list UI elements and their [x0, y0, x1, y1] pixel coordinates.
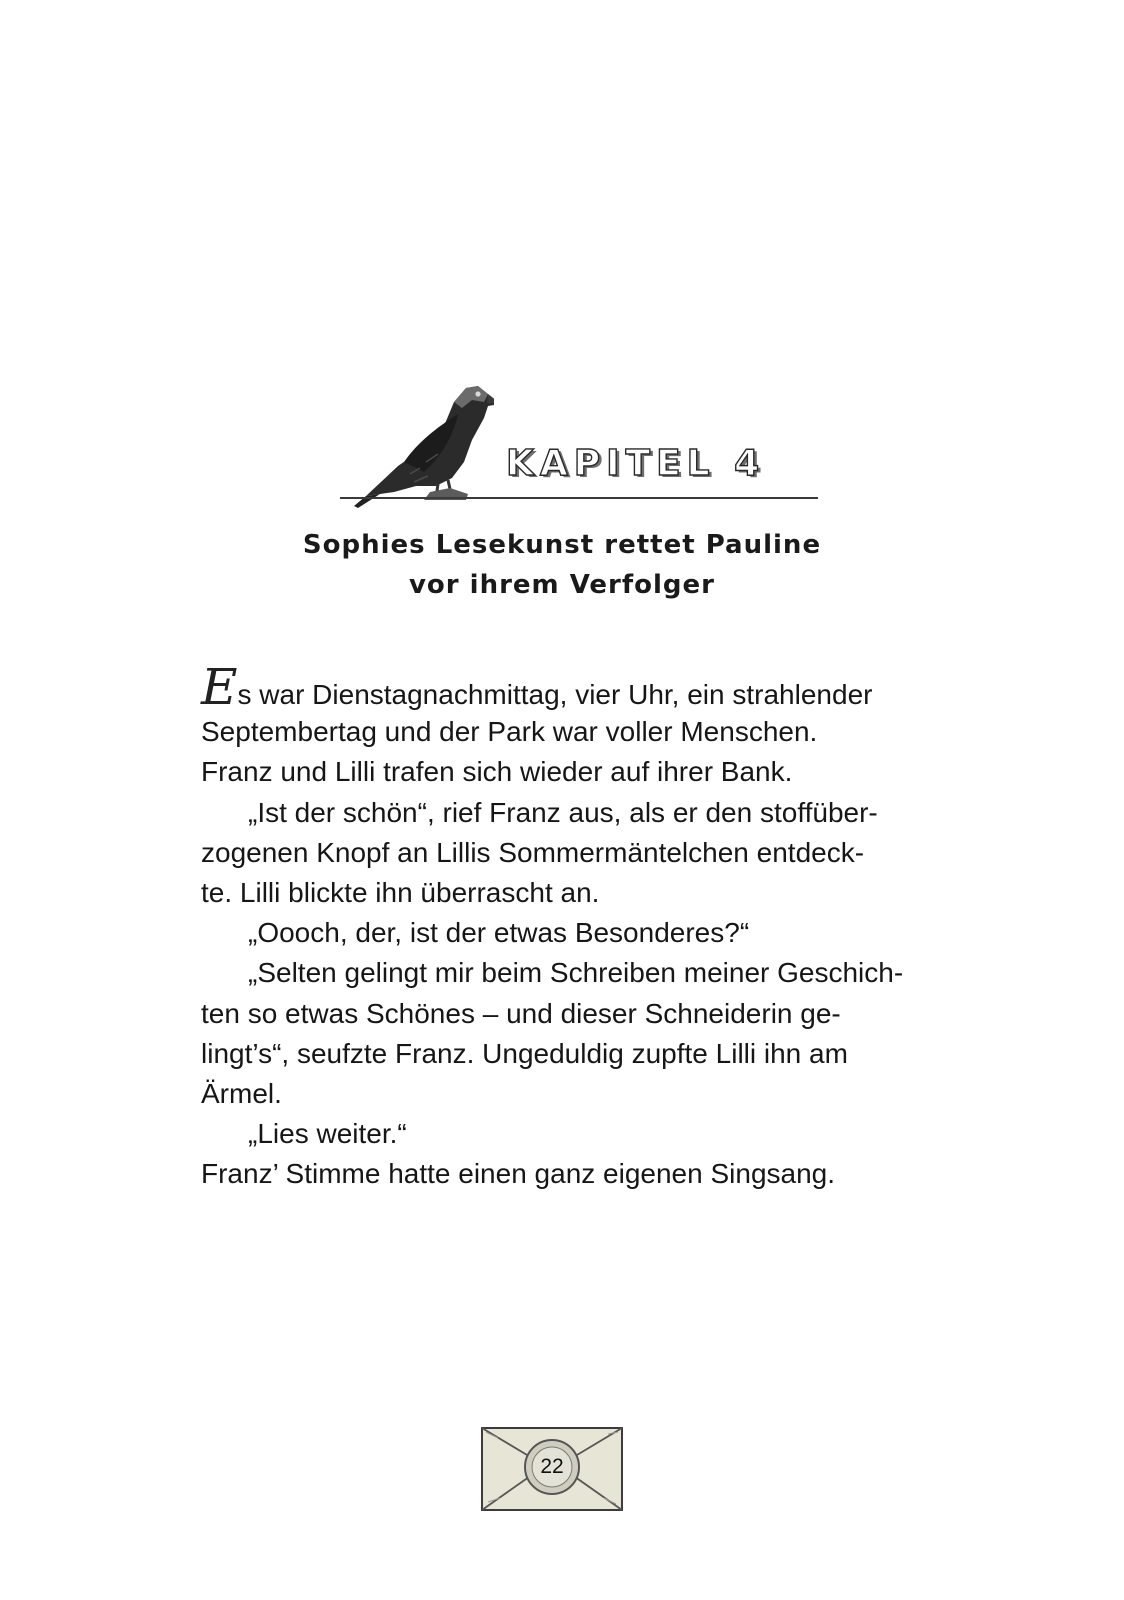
chapter-title-line-2: vor ihrem Verfolger — [408, 570, 715, 600]
body-line-7: „Oooch, der, ist der etwas Besonderes?“ — [248, 917, 750, 949]
drop-cap: E — [201, 658, 238, 716]
body-line-11: Ärmel. — [201, 1077, 282, 1109]
page-number: 22 — [540, 1455, 564, 1478]
chapter-header — [340, 378, 818, 518]
body-line-6: te. Lilli blickte ihn überrascht an. — [201, 876, 600, 908]
chapter-title-line-1: Sophies Lesekunst rettet Pauline — [302, 530, 822, 560]
chapter-body — [201, 658, 941, 1194]
body-line-3: Franz und Lilli trafen sich wieder auf ihrer Bank. — [201, 756, 793, 788]
page-footer — [478, 1424, 626, 1514]
chapter-rule — [340, 497, 818, 499]
body-line-13: Franz’ Stimme hatte einen ganz eigenen Singsang. — [201, 1158, 836, 1190]
jackdaw-icon — [354, 378, 494, 514]
body-line-8: „Selten gelingt mir beim Schreiben meiner Geschich- — [248, 957, 904, 989]
body-line-5: zogenen Knopf an Lillis Sommermäntelchen entdeck- — [201, 836, 865, 868]
chapter-label: KAPITEL 4 — [506, 443, 766, 484]
body-line-12: „Lies weiter.“ — [248, 1118, 407, 1150]
body-line-4: „Ist der schön“, rief Franz aus, als er den stoffüber- — [248, 796, 878, 828]
body-line-9: ten so etwas Schönes – und dieser Schneiderin ge- — [201, 997, 841, 1029]
body-line-1-text: s war Dienstagnachmittag, vier Uhr, ein strahlender — [237, 679, 873, 710]
body-line-10: lingt’s“, seufzte Franz. Ungeduldig zupfte Lilli ihn am — [201, 1037, 848, 1069]
chapter-title — [0, 525, 1124, 605]
body-line-2: Septembertag und der Park war voller Menschen. — [201, 716, 818, 748]
body-line-1 — [201, 658, 941, 716]
